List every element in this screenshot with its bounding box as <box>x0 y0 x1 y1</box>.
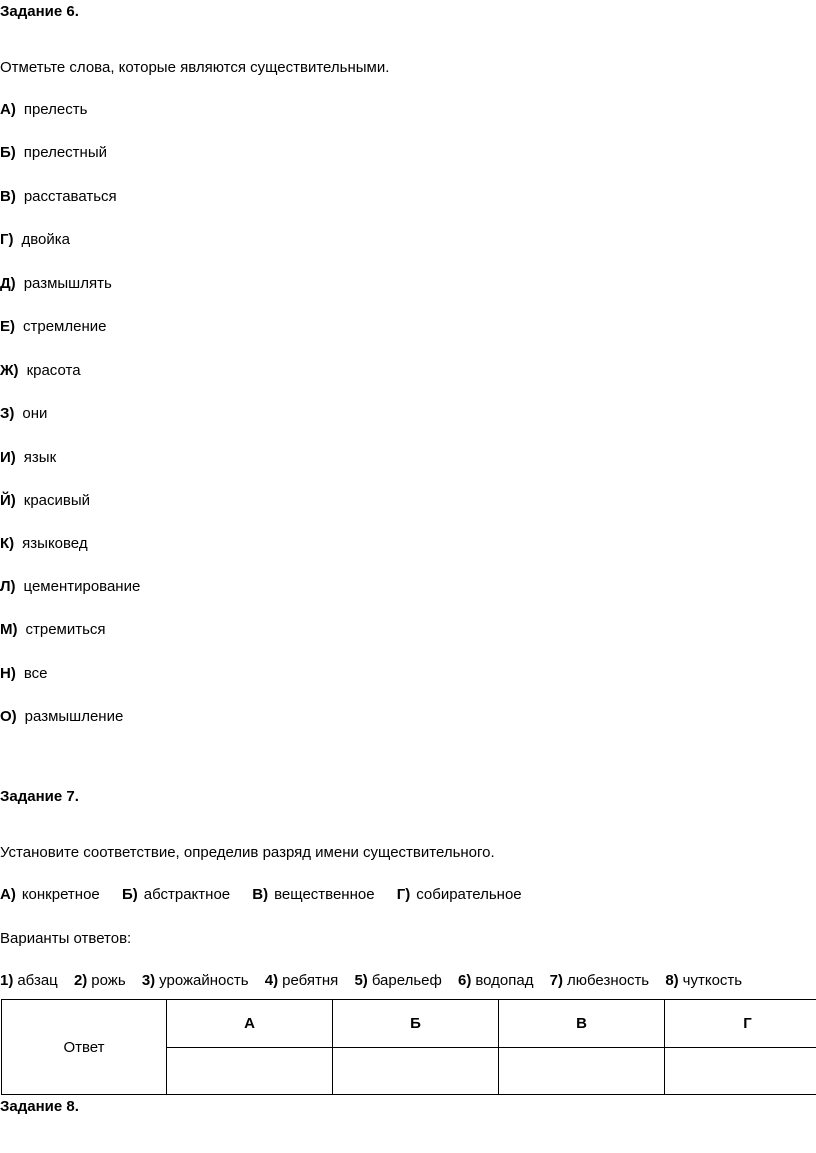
task6-option[interactable] <box>0 362 81 380</box>
option-word: цементирование <box>23 578 141 595</box>
option-label: Д) <box>0 275 16 292</box>
task6-option[interactable] <box>0 318 106 336</box>
variant-item <box>265 972 339 989</box>
option-word: стремиться <box>25 621 106 638</box>
option-label: Е) <box>0 318 15 335</box>
task6-option[interactable] <box>0 578 140 596</box>
task6-option[interactable] <box>0 275 112 293</box>
variant-num: 5) <box>354 972 368 989</box>
option-label: В) <box>0 188 16 205</box>
option-word: размышлять <box>23 275 112 292</box>
answer-header-a: А <box>166 1000 332 1048</box>
option-label: И) <box>0 449 16 466</box>
option-label: Б) <box>0 144 16 161</box>
option-word: красивый <box>23 492 91 509</box>
task7-categories <box>0 886 540 904</box>
category-text: собирательное <box>416 886 522 903</box>
category-item <box>397 886 522 903</box>
option-label: Ж) <box>0 362 19 379</box>
variants-list <box>0 972 754 990</box>
answer-row-label: Ответ <box>2 1000 167 1095</box>
option-word: они <box>22 405 48 422</box>
variant-item <box>458 972 533 989</box>
category-item <box>252 886 374 903</box>
variant-word: абзац <box>17 972 58 989</box>
variant-word: рожь <box>91 972 126 989</box>
variant-word: барельеф <box>371 972 442 989</box>
task6-option[interactable] <box>0 144 107 162</box>
task6-option[interactable] <box>0 535 88 553</box>
option-label: З) <box>0 405 15 422</box>
category-text: вещественное <box>274 886 375 903</box>
answer-header-g: Г <box>664 1000 816 1048</box>
variant-num: 1) <box>0 972 14 989</box>
option-label: Г) <box>0 231 14 248</box>
category-item <box>122 886 230 903</box>
variant-item <box>74 972 126 989</box>
variants-label: Варианты ответов: <box>0 930 132 947</box>
category-label: Б) <box>121 886 138 903</box>
category-label: В) <box>252 886 269 903</box>
task6-option[interactable] <box>0 665 47 683</box>
option-word: двойка <box>21 231 71 248</box>
variant-item <box>142 972 249 989</box>
answer-table <box>1 999 816 1095</box>
option-label: О) <box>0 708 17 725</box>
option-label: А) <box>0 101 16 118</box>
variant-word: любезность <box>567 972 650 989</box>
option-label: М) <box>0 621 18 638</box>
option-label: Н) <box>0 665 16 682</box>
category-item <box>0 886 100 903</box>
variant-num: 7) <box>549 972 563 989</box>
variant-item <box>0 972 58 989</box>
category-label: А) <box>0 886 16 903</box>
variant-item <box>550 972 649 989</box>
variant-num: 2) <box>73 972 88 989</box>
option-label: К) <box>0 535 15 552</box>
option-label: Л) <box>0 578 16 595</box>
task6-option[interactable] <box>0 188 117 206</box>
answer-header-v: В <box>498 1000 664 1048</box>
option-word: стремление <box>23 318 107 335</box>
option-word: языковед <box>22 535 88 552</box>
answer-cell-g[interactable] <box>664 1047 816 1095</box>
option-word: красота <box>26 362 81 379</box>
option-word: все <box>23 665 48 682</box>
task6-option[interactable] <box>0 449 56 467</box>
category-label: Г) <box>396 886 411 903</box>
category-text: абстрактное <box>143 886 231 903</box>
task6-title: Задание 6. <box>0 3 79 20</box>
task6-option[interactable] <box>0 231 70 249</box>
answer-header-b: Б <box>332 1000 498 1048</box>
task6-option[interactable] <box>0 621 106 639</box>
answer-cell-a[interactable] <box>166 1047 332 1095</box>
task8-title: Задание 8. <box>0 1098 79 1115</box>
option-label: Й) <box>0 492 16 509</box>
task6-instruction: Отметьте слова, которые являются существительными. <box>0 59 390 76</box>
variant-word: чуткость <box>682 972 743 989</box>
variant-item <box>354 972 441 989</box>
task6-option[interactable] <box>0 492 90 510</box>
option-word: прелестный <box>23 144 107 161</box>
variant-word: ребятня <box>282 972 339 989</box>
option-word: размышление <box>24 708 124 725</box>
variant-word: урожайность <box>159 972 249 989</box>
option-word: прелесть <box>23 101 88 118</box>
answer-cell-v[interactable] <box>498 1047 664 1095</box>
task6-option[interactable] <box>0 405 47 423</box>
variant-num: 3) <box>141 972 156 989</box>
category-text: конкретное <box>21 886 100 903</box>
variant-item <box>665 972 742 989</box>
option-word: расставаться <box>23 188 117 205</box>
task6-option[interactable] <box>0 708 123 726</box>
variant-num: 8) <box>665 972 679 989</box>
answer-cell-b[interactable] <box>332 1047 498 1095</box>
option-word: язык <box>23 449 57 466</box>
task6-option[interactable] <box>0 101 87 119</box>
variant-word: водопад <box>475 972 534 989</box>
task7-instruction: Установите соответствие, определив разряд имени существительного. <box>0 844 495 861</box>
variant-num: 4) <box>264 972 279 989</box>
variant-num: 6) <box>458 972 472 989</box>
task7-title: Задание 7. <box>0 788 79 805</box>
